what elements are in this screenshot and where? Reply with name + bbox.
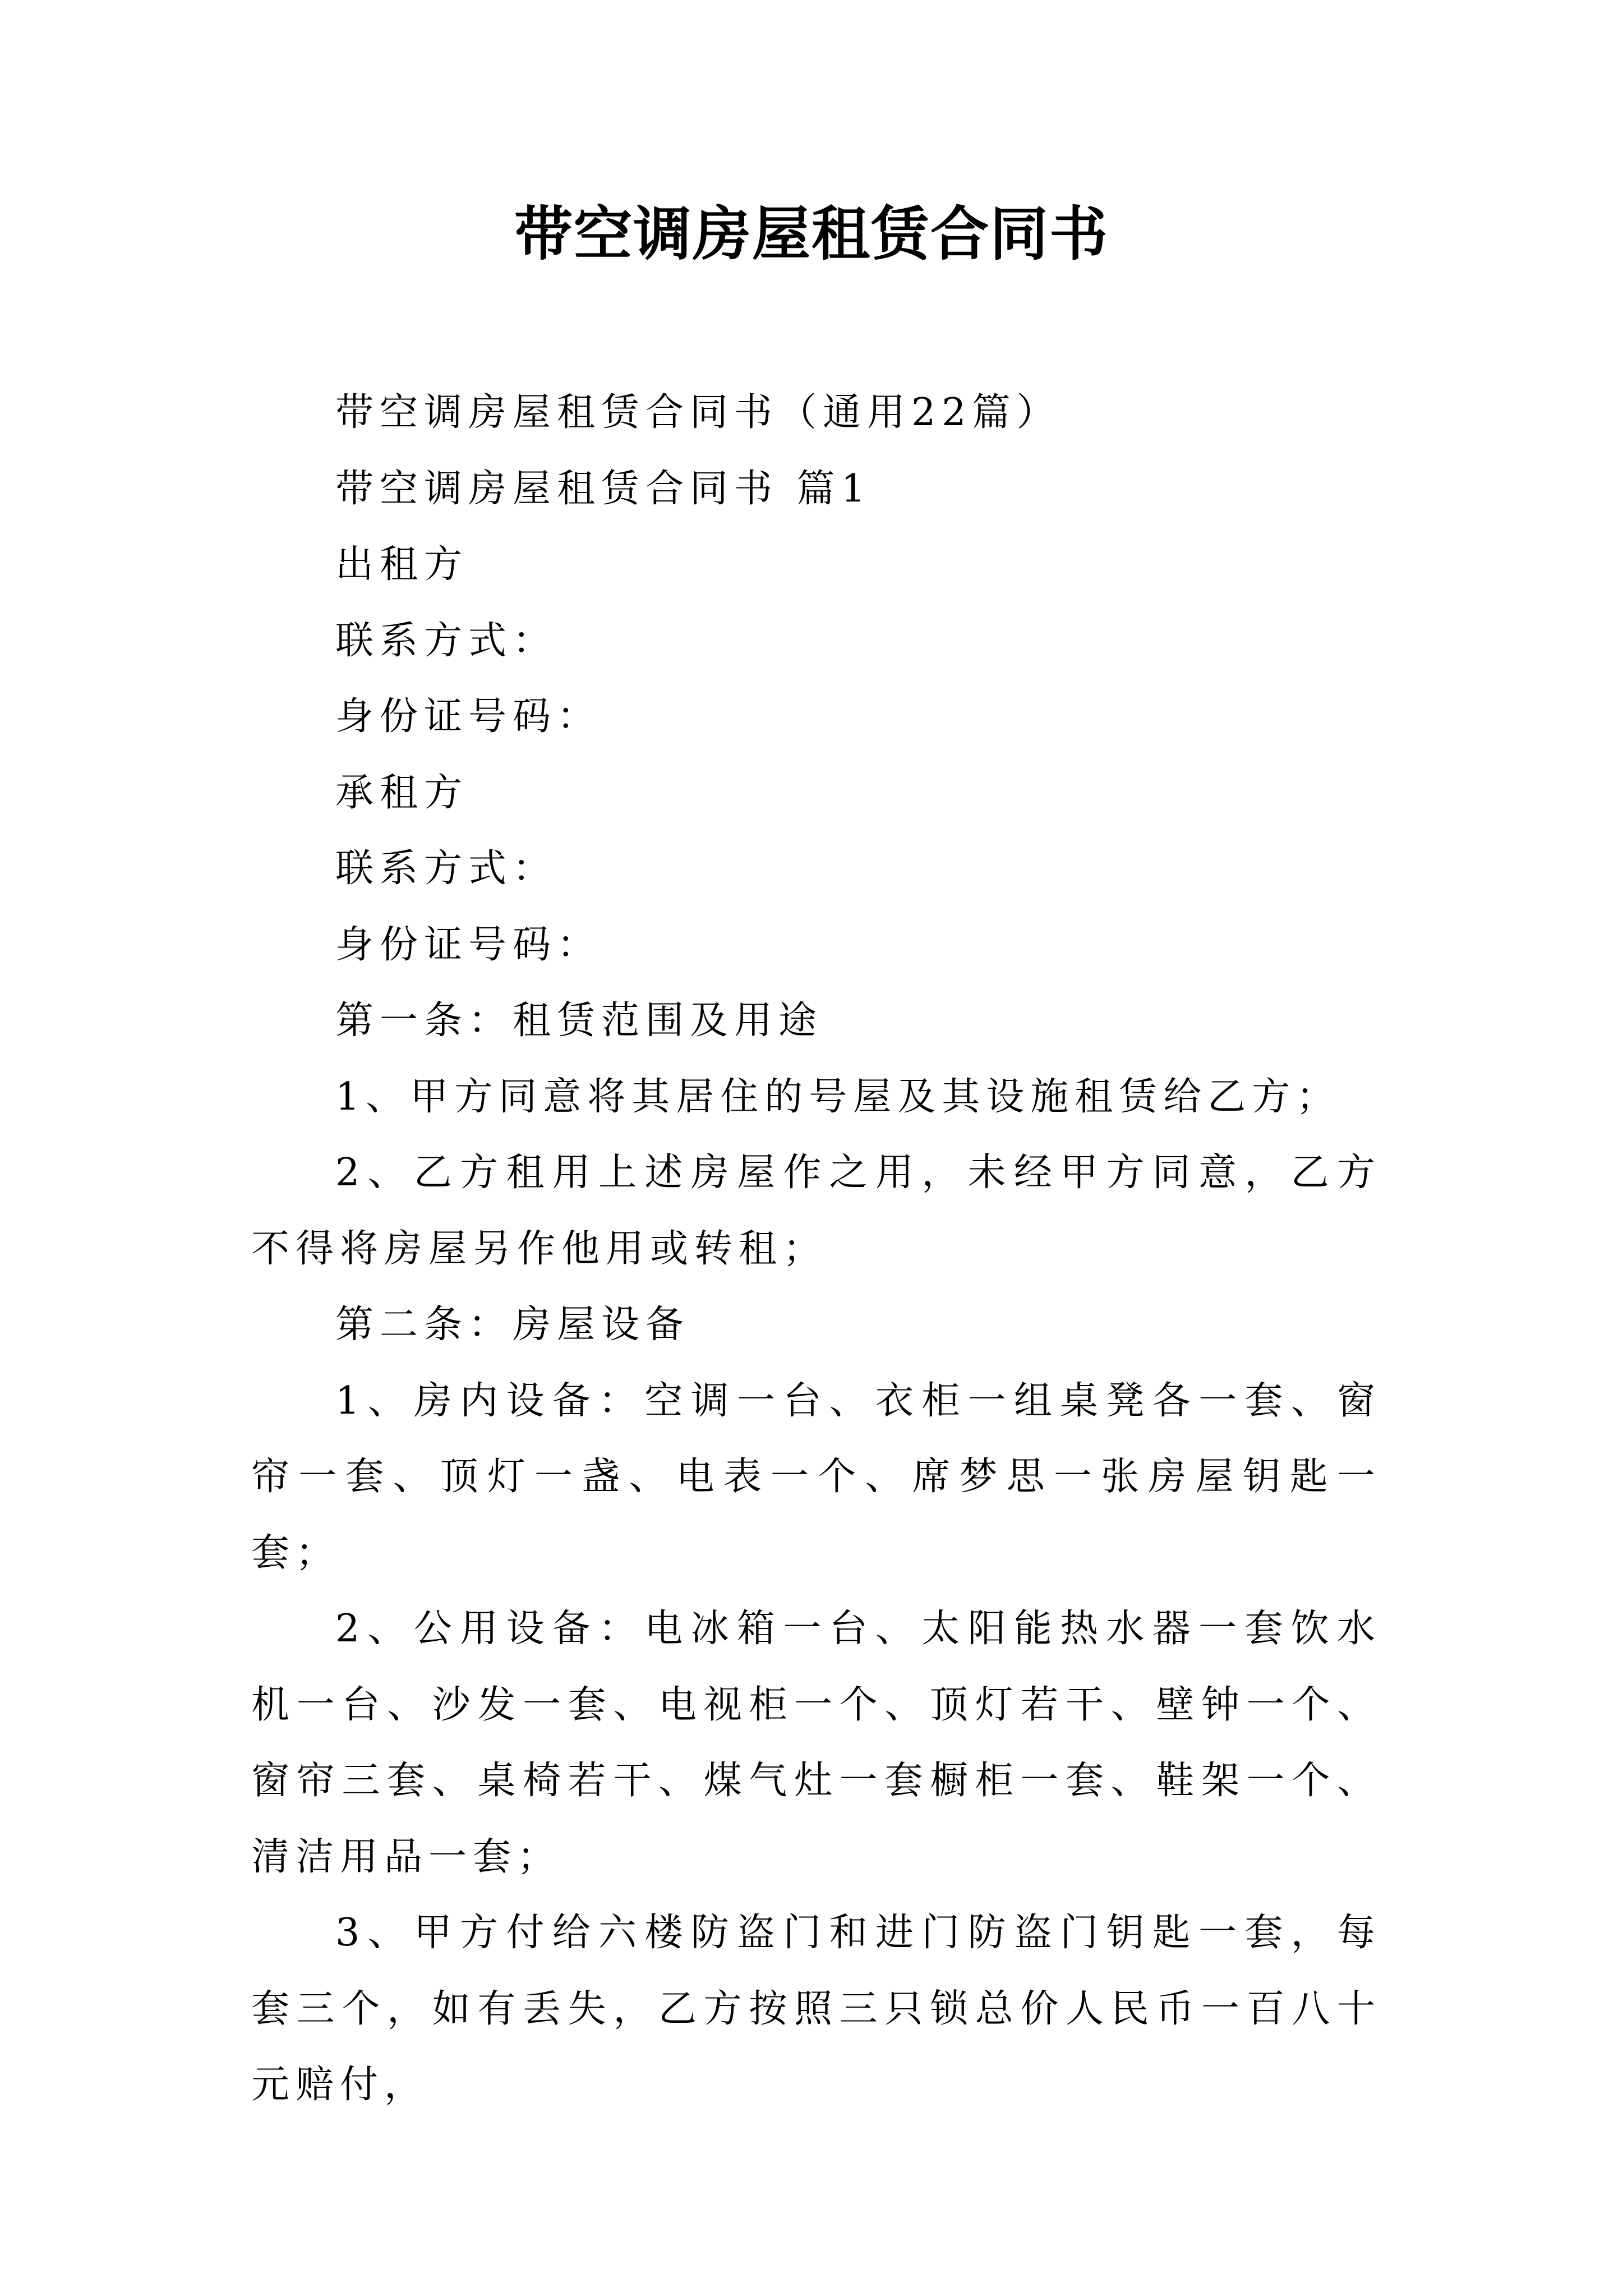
paragraph: 2、公用设备：电冰箱一台、太阳能热水器一套饮水机一台、沙发一套、电视柜一个、顶灯若干、壁钟一个、窗帘三套、桌椅若干、煤气灶一套橱柜一套、鞋架一个、清洁用品一套； <box>251 1607 1381 1879</box>
paragraph: 联系方式： <box>335 618 557 663</box>
paragraph: 带空调房屋租赁合同书 篇1 <box>335 466 872 511</box>
document-title: 带空调房屋租赁合同书 <box>514 199 1109 268</box>
paragraph: 第二条：房屋设备 <box>335 1303 690 1347</box>
paragraph: 承租方 <box>335 770 469 815</box>
paragraph: 1、甲方同意将其居住的号屋及其设施租赁给乙方； <box>335 1074 1341 1119</box>
paragraph: 1、房内设备：空调一台、衣柜一组桌凳各一套、窗帘一套、顶灯一盏、电表一个、席梦思一张房屋钥匙一套； <box>251 1378 1381 1575</box>
paragraph: 带空调房屋租赁合同书（通用22篇） <box>335 390 1061 435</box>
paragraph: 2、乙方租用上述房屋作之用，未经甲方同意，乙方不得将房屋另作他用或转租； <box>251 1151 1381 1271</box>
paragraph: 3、甲方付给六楼防盗门和进门防盗门钥匙一套，每套三个，如有丢失，乙方按照三只锁总价人民币一百八十元赔付， <box>251 1911 1381 2107</box>
paragraph: 联系方式： <box>335 846 557 891</box>
paragraph: 出租方 <box>335 542 469 587</box>
paragraph: 第一条：租赁范围及用途 <box>335 999 823 1043</box>
document-body <box>251 375 1381 2123</box>
paragraph: 身份证号码： <box>335 694 602 739</box>
paragraph: 身份证号码： <box>335 922 602 967</box>
